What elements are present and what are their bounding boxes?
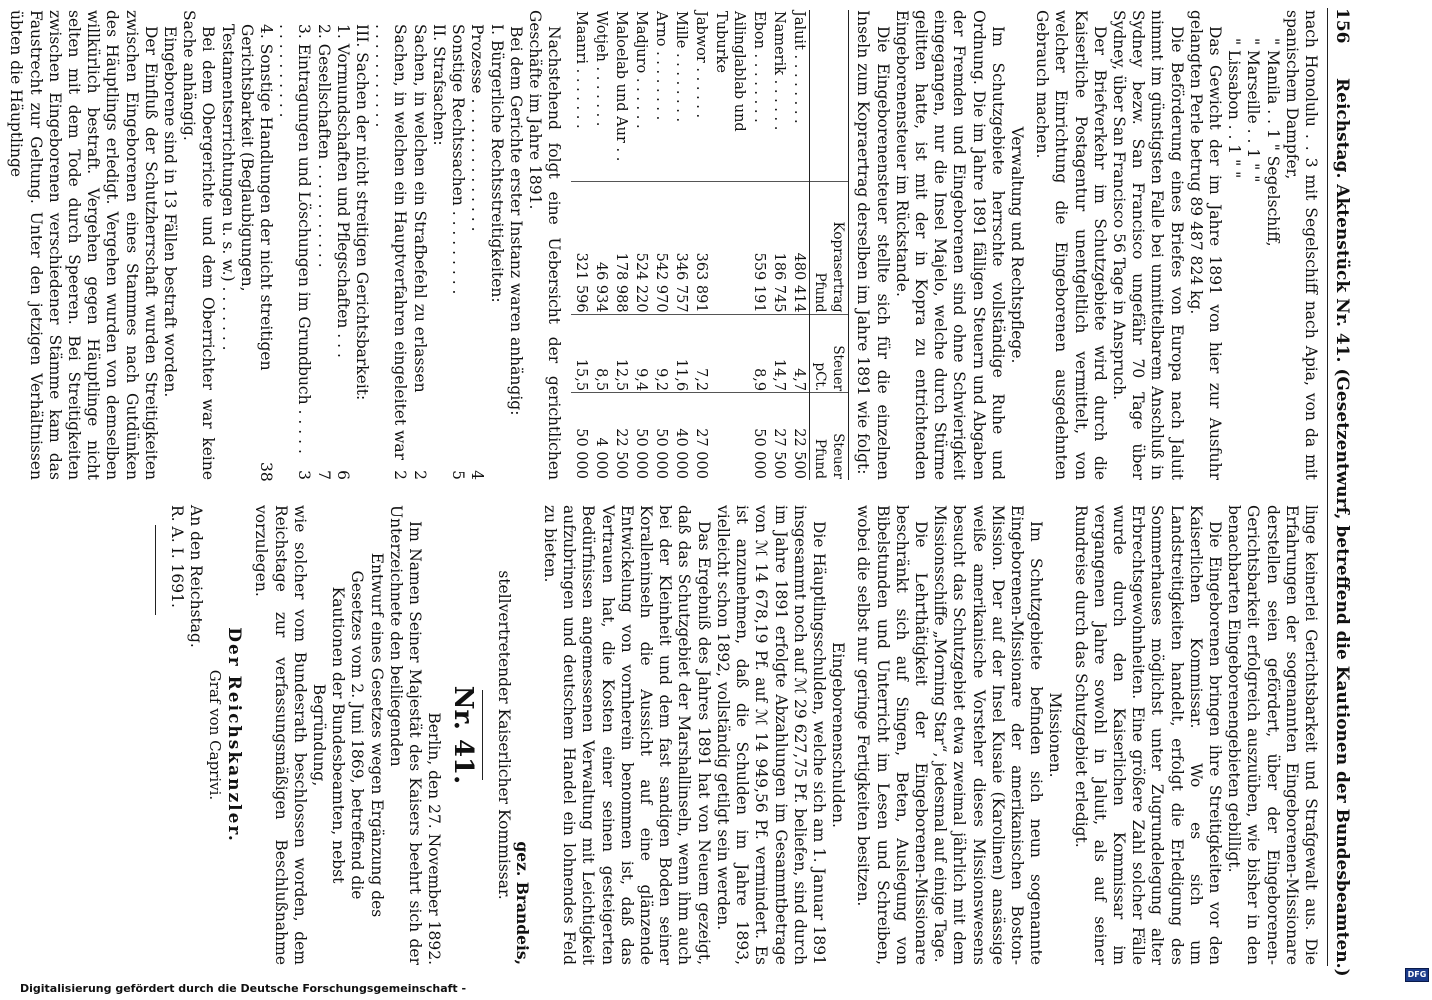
list-item-count: 2 [410,470,429,480]
signature-name: gez. Brandeis, [512,841,532,965]
table-row [749,10,769,480]
paragraph: Bei dem Gerichte erster Instanz waren anhängig: [506,26,525,416]
list-item-count: 6 [333,470,352,480]
paragraph: Das Ergebniß des Jahres 1891 hat von Neuem gezeigt, daß das Schutzgebiet der Marshallinseln, wenn ihm auch bei der Kleinheit und dem fast sandigen Boden seiner Koralleninseln die Aussicht auf eine glänzende Entwickelung von vornherein benommen ist, daß das Vertrauen hat, die Kosten einer seinen gesteigerten Bedürfnissen angemessenen Verwaltung mit Leichtigkeit aufzubringen und deutschem Handel ein lohnendes Feld zu bieten. [541,505,713,965]
chancellor-name: Graf von Caprivi. [206,669,225,801]
page-header [1327,8,1352,977]
table-cell: 4 000 [591,393,611,480]
table-cell: 178 988 [611,181,631,314]
table-row [571,10,591,480]
table-cell: 524 220 [631,181,651,314]
section-heading: Missionen. [1046,692,1065,778]
table-cell: Mille . . . . . . . . [673,11,690,123]
paragraph: Die Eingeborenen bringen ihre Streitigkeiten vor den Kaiserlichen Kommissar. Wo es sich um Landstreitigkeiten handelt, erfolgt die Erledigung des Sommerhauses möglichst unter Zugrundelegung alter Erbrechtsgewohnheiten. Eine größere Zahl solcher Fälle wurde durch den Kaiserlichen Kommissar im vergangenen Jahre sowohl in Jaluit, als auf seiner Rundreise durch das Schutzgebiet erledigt. [1071,505,1224,965]
table-cell: 346 757 [671,181,691,314]
section-heading: Eingeborenenschulden. [829,642,848,828]
paragraph: Eingeborene sind in 13 Fällen bestraft worden. [161,26,180,398]
list-item-label: III. Sachen der nicht streitigen Gerichtsbarkeit: [353,24,372,401]
table-cell: 22 500 [789,393,810,480]
table-row [651,10,671,480]
list-item-count: 4 [468,470,487,480]
signature-title: stellvertretender Kaiserlicher Kommissar. [494,570,513,900]
table-header-row [810,10,849,480]
table-header: Steuer pCt. [810,314,849,393]
table-header: Koprasertrag Pfund [810,181,849,314]
list-item [333,24,352,480]
table-cell: 186 745 [769,181,789,314]
table-cell: 11,6 [671,314,691,393]
table-cell: 27 500 [769,393,789,480]
table-header: Steuer Pfund [810,393,849,480]
chancellor-title: Der Reichskanzler. [224,627,245,843]
paragraph: linge keinerlei Gerichtsbarkeit und Strafgewalt aus. Die Erfahrungen der sogenannten Eingeborenen-Missionare derstellen seien gefördert, über der Eingeborenen-Gerichtsbarkeit erfolgreich auszuüben, wie bisher in den benachbarten Eingeborenengebieten gebilligt. [1225,505,1320,965]
table-cell: 27 000 [691,393,711,480]
page-title: Reichstag. Aktenstück Nr. 41. (Gesetzentwurf, betreffend die Kautionen der Bundesbeamten.) [1332,78,1352,977]
list-item-count: 2 [391,470,410,480]
list-item [429,24,448,480]
table-cell: 9,4 [631,314,651,393]
table-cell: Ebon . . . . . . . . [751,11,768,123]
document-number: Nr. 41. [448,685,479,785]
table-cell: 46 934 [591,181,611,314]
list-item [371,24,409,480]
table-row [711,10,749,480]
table-cell: 50 000 [749,393,769,480]
table-cell: Maloelab und Aur . . [613,11,630,162]
list-item-label: 3. Eintragungen und Löschungen im Grundbuch . . . . . . . . . . . . . . . [276,24,314,454]
table-cell: 542 970 [651,181,671,314]
tax-table [571,10,849,480]
list-item-label: I. Bürgerliche Rechtsstreitigkeiten: [487,24,506,303]
dfg-logo-text: DFG [1407,970,1427,979]
table-cell: 8,5 [591,314,611,393]
table-row [671,10,691,480]
table-cell: 12,5 [611,314,631,393]
paragraph: " Marseille . . 1 " " [1244,38,1263,183]
list-item [217,24,275,480]
table-header [810,10,849,181]
table-cell: 50 000 [571,393,591,480]
table-cell: 50 000 [631,393,651,480]
list-item-label: Sonstige Rechtssachen . . . . . . . . . [449,24,468,295]
list-item [275,24,313,480]
table-row [691,10,711,480]
table-cell: Arno . . . . . . . . [653,11,670,121]
list-item-label: 4. Sonstige Handlungen der nicht streitigen Gerichtsbarkeit (Beglaubigungen, Testamentserrichtungen u. s. w.) . . . . . . . [218,24,276,371]
paragraph: Entwurf eines Gesetzes wegen Ergänzung des Gesetzes vom 2. Juni 1869, betreffend die Kautionen der Bundesbeamten, nebst Begründung, [310,552,386,918]
table-cell: 480 414 [789,181,810,314]
list-item-label: 2. Gesellschaften . . . . . . . . . . . [314,24,333,268]
table-row [789,10,810,480]
table-cell: Maanri . . . . . . . [573,11,590,129]
list-item-label: Prozesse . . . . . . . . . . . . . . [468,24,487,232]
list-item [352,24,371,480]
table-cell [711,181,749,314]
page-number: 156 [1332,8,1352,44]
table-cell: 9,2 [651,314,671,393]
digitization-note: Digitalisierung gefördert durch die Deutsche Forschungsgemeinschaft - [20,982,467,995]
case-list [217,10,505,480]
table-cell: 4,7 [789,314,810,393]
divider [482,690,483,780]
paragraph: Der Einfluß der Schutzherrschaft wurden Streitigkeiten zwischen Eingeborenen eines Stammes nach Gutdünken des Häuptlings erledigt. Vergehen wurden von demselben willkürlich bestraft. Vergehen gegen Häuptlinge nicht selten mit dem Tode durch Speeren. Bei Streitigkeiten zwischen Eingeborenen verschiedener Stämme kam das Faustrecht zur Geltung. Unter den jetzigen Verhältnissen übten die Häuptlinge [7,10,160,480]
list-item-label: 1. Vormundschaften und Pflegschaften . . . [333,24,352,358]
list-item [486,24,505,480]
table-cell: Jaluit . . . . . . . . [791,11,808,124]
list-item [448,24,467,480]
table-cell: Ailinglablab und Tuburke [713,11,748,132]
list-item-count: 38 [257,462,276,482]
table-cell: Namerik . . . . . . [771,11,788,131]
paragraph: Die Lehrthätigkeit der Eingeborenen-Missionare beschränkt sich auf Singen, Beten, Auslegung von Bibelstunden und Unterricht im Lesen und Schreiben, wobei die selbst nur geringe Fertigkeiten besitzen. [854,505,930,965]
table-cell: 40 000 [671,393,691,480]
table-cell: 8,9 [749,314,769,393]
paragraph: nach Honolulu . . 3 mit Segelschiff nach Apia, von da mit spanischem Dampfer, [1282,10,1320,480]
paragraph: Im Namen Seiner Majestät des Kaisers beehrt sich der Unterzeichnete den beiliegenden [386,505,425,965]
table-cell: 50 000 [651,393,671,480]
table-cell: 363 891 [691,181,711,314]
list-item-label: Sachen, in welchen ein Hauptverfahren eingeleitet war . . . . . . . . . . . [372,24,410,461]
list-item-count: 5 [449,470,468,480]
table-cell: Jabwor . . . . . . [693,11,710,119]
paragraph: Die Häuptlingsschulden, welche sich am 1. Januar 1891 insgesammt noch auf ℳ 29 627,75 Pf. beliefen, sind durch im Jahre 1891 erfolgte Abzahlungen im Gesammtbetrage von ℳ 14 678,19 Pf. auf ℳ 14 949,56 Pf. vermindert. Es ist anzunehmen, daß die Schulden im Jahre 1893, vielleicht schon 1892, vollständig getilgt sein werden. [713,505,828,965]
paragraph: Das Gewicht der im Jahre 1891 von hier zur Ausfuhr gelangten Perle betrug 89 487 824 kg. [1186,10,1224,480]
table-row [591,10,611,480]
list-item [313,24,332,480]
paragraph: Der Briefverkehr im Schutzgebiete wird durch die Kaiserliche Postagentur unentgeltlich vermittelt, von welcher Einrichtung die Eingeborenen ausgedehnten Gebrauch machen. [1033,10,1109,480]
list-item [467,24,486,480]
paragraph: " Lissabon . . 1 " " [1225,38,1244,179]
table-cell: Madjuro . . . . . . [633,11,650,129]
table-cell: 14,7 [769,314,789,393]
paragraph: Im Schutzgebiete befinden sich neun sogenannte Eingeborenen-Missionare der amerikanischen Boston-Mission. Der auf der Insel Kusaie (Karolinen) ansässige weiße amerikanische Vorsteher dieses Missionswesens besucht das Schutzgebiet etwa zweimal jährlich mit dem Missionsschiffe „Morning Star“, jedesmal auf einige Tage. [931,505,1046,965]
table-row [631,10,651,480]
paragraph: Im Schutzgebiete herrschte vollständige Ruhe und Ordnung. Die im Jahre 1891 fälligen Steuern und Abgaben der Fremden und Eingeborenen sind ohne Schwierigkeit eingegangen, nur die Insel Majelo, welche durch Stürme gelitten hatte, ist mit der in Kopra zu entrichtenden Eingeborenensteuer im Rückstande. [892,10,1007,480]
table-cell: 22 500 [611,393,631,480]
table-cell: 15,5 [571,314,591,393]
table-cell: 321 596 [571,181,591,314]
paragraph: Die Eingeborenensteuer stellte sich für die einzelnen Inseln zum Kopraertrag derselben im Jahre 1891 wie folgt: [854,10,892,480]
paragraph: " Manila . . 1 " Segelschiff, [1263,38,1282,247]
list-item-count: 7 [314,470,333,480]
paragraph: wie solcher vom Bundesrath beschlossen worden, dem Reichstage zur verfassungsmäßigen Beschlußnahme vorzulegen. [252,505,309,965]
table-cell: 559 191 [749,181,769,314]
section-heading: Verwaltung und Rechtspflege. [1007,126,1026,364]
divider [155,525,156,615]
left-column [6,10,1320,480]
table-cell [711,314,749,393]
table-cell: Wotjeh . . . . . . . [593,11,610,127]
dfg-logo [1405,968,1429,982]
table-cell: 7,2 [691,314,711,393]
paragraph: Bei dem Obergerichte und dem Oberrichter war keine Sache anhängig. [180,10,218,480]
list-item-count: 3 [295,470,314,480]
table-cell [711,393,749,480]
right-column [145,505,1320,965]
addressee: An den Reichstag. [186,505,205,648]
table-row [769,10,789,480]
list-item-label: II. Strafsachen: [429,24,448,146]
table-row [611,10,631,480]
reference: R. A. I. 1691. [167,505,186,608]
list-item-count [352,462,371,480]
date-line: Berlin, den 27. November 1892. [425,712,444,965]
list-item-count [429,462,448,480]
list-item-count [486,462,505,480]
list-item [410,24,429,480]
list-item-label: Sachen, in welchen ein Strafbefehl zu erlassen [410,24,429,393]
paragraph: Nachstehend folgt eine Uebersicht der gerichtlichen Geschäfte im Jahre 1891. [525,10,564,480]
paragraph: Die Beförderung eines Briefes von Europa nach Jaluit nimmt im günstigsten Falle bei unmittelbarem Anschluß in Sydney bezw. San Francisco ungefähr 70 Tage über Sydney, über San Francisco 56 Tage in Anspruch. [1109,10,1186,480]
